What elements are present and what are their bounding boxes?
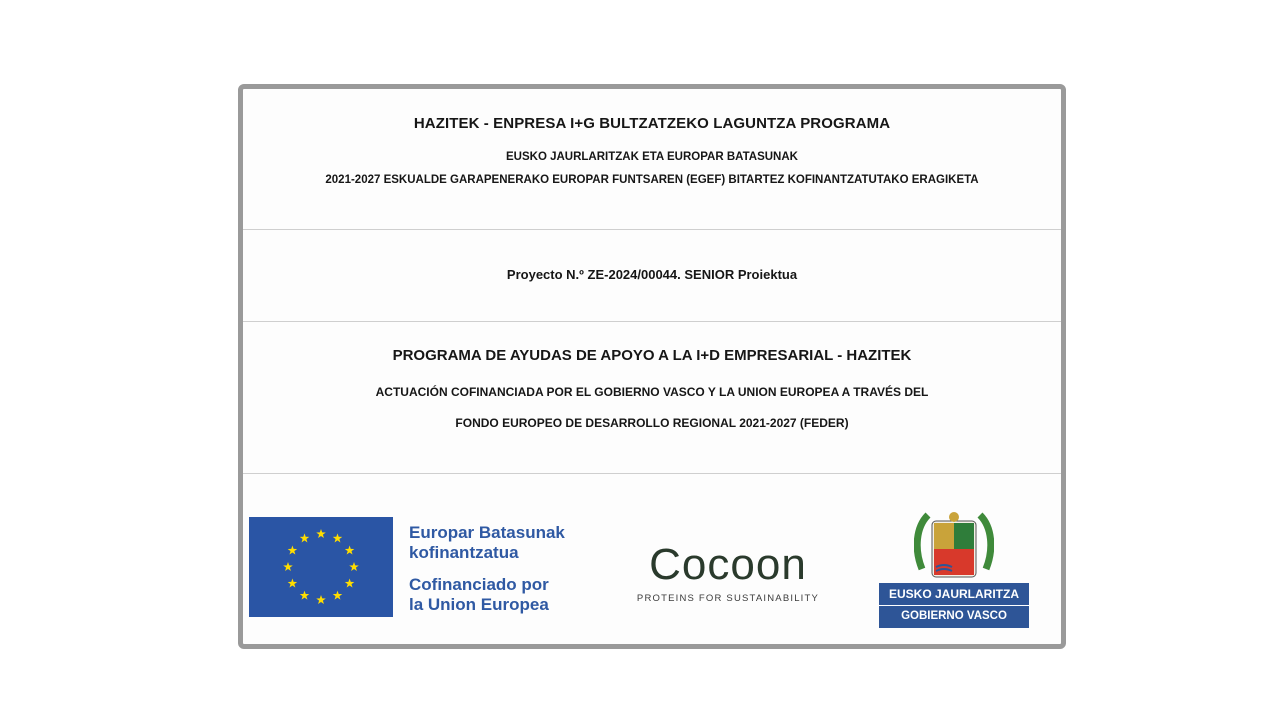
gobierno-vasco-logo bbox=[879, 509, 1029, 627]
basque-section bbox=[243, 89, 1061, 229]
spanish-title: PROGRAMA DE AYUDAS DE APOYO A LA I+D EMPRESARIAL - HAZITEK bbox=[392, 347, 912, 364]
basque-coat-of-arms-icon bbox=[914, 509, 994, 587]
eu-star bbox=[333, 533, 343, 542]
eu-star bbox=[300, 533, 310, 542]
eu-cofinanced-text bbox=[409, 523, 565, 615]
eu-line-4: la Union Europea bbox=[409, 595, 549, 614]
eu-star bbox=[288, 546, 298, 555]
spanish-section bbox=[243, 322, 1061, 472]
eu-star bbox=[300, 591, 310, 600]
eusko-jaurlaritza-label: EUSKO JAURLARITZA bbox=[879, 583, 1029, 605]
eu-flag-icon bbox=[249, 517, 393, 617]
basque-line-2: 2021-2027 ESKUALDE GARAPENERAKO EUROPAR FUNTSAREN (EGEF) BITARTEZ KOFINANTZATUTAKO ERAGIKETA bbox=[325, 174, 979, 186]
eu-star bbox=[283, 562, 293, 571]
project-number: Proyecto N.º ZE-2024/00044. SENIOR Proiektua bbox=[506, 267, 798, 282]
basque-line-1: EUSKO JAURLARITZAK ETA EUROPAR BATASUNAK bbox=[506, 151, 798, 163]
eu-star bbox=[333, 591, 343, 600]
divider bbox=[243, 473, 1061, 474]
spanish-line-2: FONDO EUROPEO DE DESARROLLO REGIONAL 2021-2027 (FEDER) bbox=[455, 416, 849, 430]
cocoon-wordmark: Cocoon bbox=[649, 540, 807, 589]
eu-star bbox=[316, 529, 326, 538]
eu-star bbox=[345, 579, 355, 588]
eu-line-3: Cofinanciado por bbox=[409, 575, 549, 594]
eu-line-1: Europar Batasunak bbox=[409, 523, 565, 542]
spanish-line-1: ACTUACIÓN COFINANCIADA POR EL GOBIERNO VASCO Y LA UNION EUROPEA A TRAVÉS DEL bbox=[375, 385, 929, 399]
project-section bbox=[243, 230, 1061, 320]
eu-star bbox=[288, 579, 298, 588]
cocoon-logo bbox=[623, 541, 833, 604]
eu-star bbox=[349, 562, 359, 571]
basque-title: HAZITEK - ENPRESA I+G BULTZATZEKO LAGUNTZA PROGRAMA bbox=[413, 115, 891, 132]
eu-star bbox=[345, 546, 355, 555]
gobierno-vasco-label: GOBIERNO VASCO bbox=[879, 605, 1029, 628]
cocoon-tagline: PROTEINS FOR SUSTAINABILITY bbox=[636, 593, 820, 604]
eu-line-2: kofinantzatua bbox=[409, 543, 519, 562]
eu-star bbox=[316, 595, 326, 604]
funding-notice-panel bbox=[238, 84, 1066, 649]
